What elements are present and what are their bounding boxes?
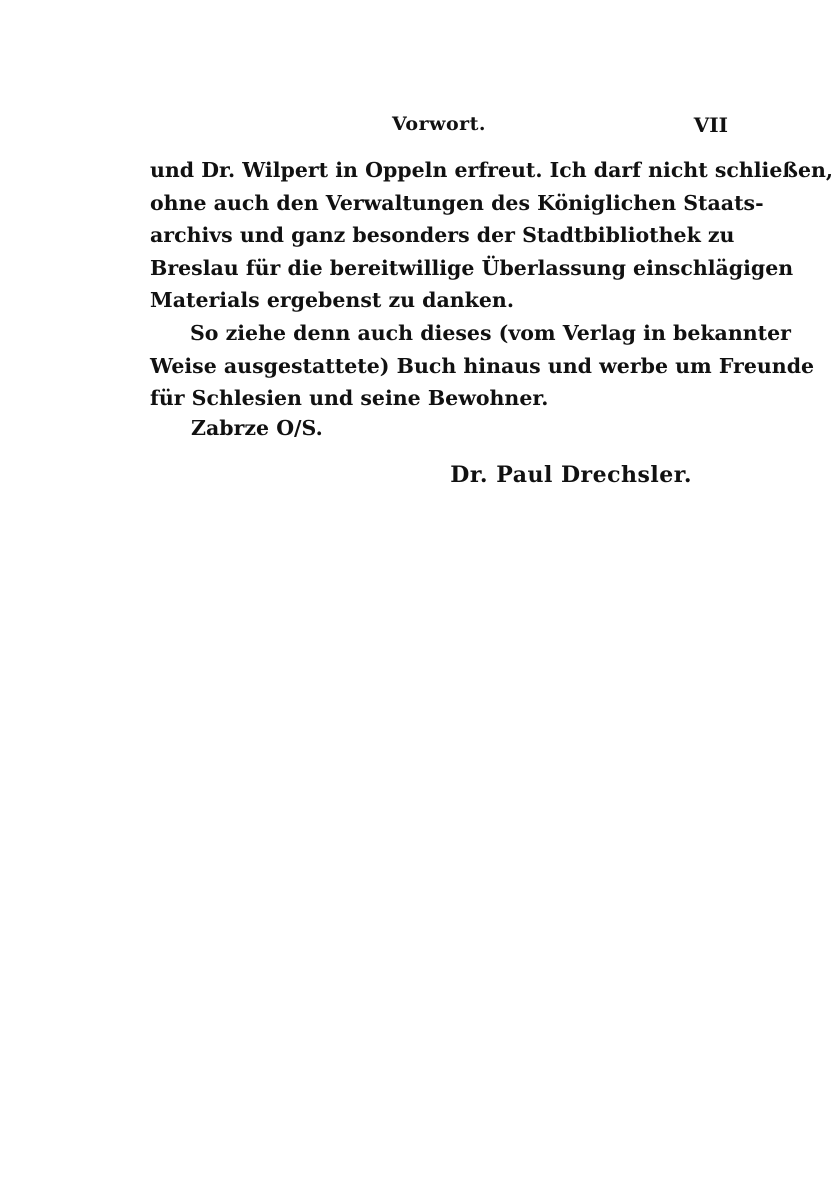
text-line: archivs und ganz besonders der Stadtbibliothek zu bbox=[150, 223, 735, 248]
body-text bbox=[150, 154, 834, 415]
text-line: So ziehe denn auch dieses (vom Verlag in bekannter bbox=[190, 320, 791, 345]
text-line: Breslau für die bereitwillige Überlassung einschlägigen bbox=[150, 255, 794, 280]
running-head-title: Vorwort. bbox=[391, 113, 487, 135]
text-line: Materials ergebenst zu danken. bbox=[150, 288, 514, 313]
place-line: Zabrze O/S. bbox=[191, 416, 323, 440]
text-line: und Dr. Wilpert in Oppeln erfreut. Ich darf nicht schließen, bbox=[150, 158, 834, 182]
text-line: ohne auch den Verwaltungen des Königlichen Staats- bbox=[150, 190, 764, 215]
author-signature: Dr. Paul Drechsler. bbox=[450, 462, 692, 488]
running-head bbox=[150, 113, 728, 143]
paragraph-acknowledgements bbox=[150, 154, 834, 317]
page-number: VII bbox=[693, 113, 728, 137]
text-line: Weise ausgestattete) Buch hinaus und werbe um Freunde bbox=[150, 353, 815, 378]
text-line: für Schlesien und seine Bewohner. bbox=[150, 386, 549, 411]
paragraph-closing bbox=[150, 317, 815, 415]
